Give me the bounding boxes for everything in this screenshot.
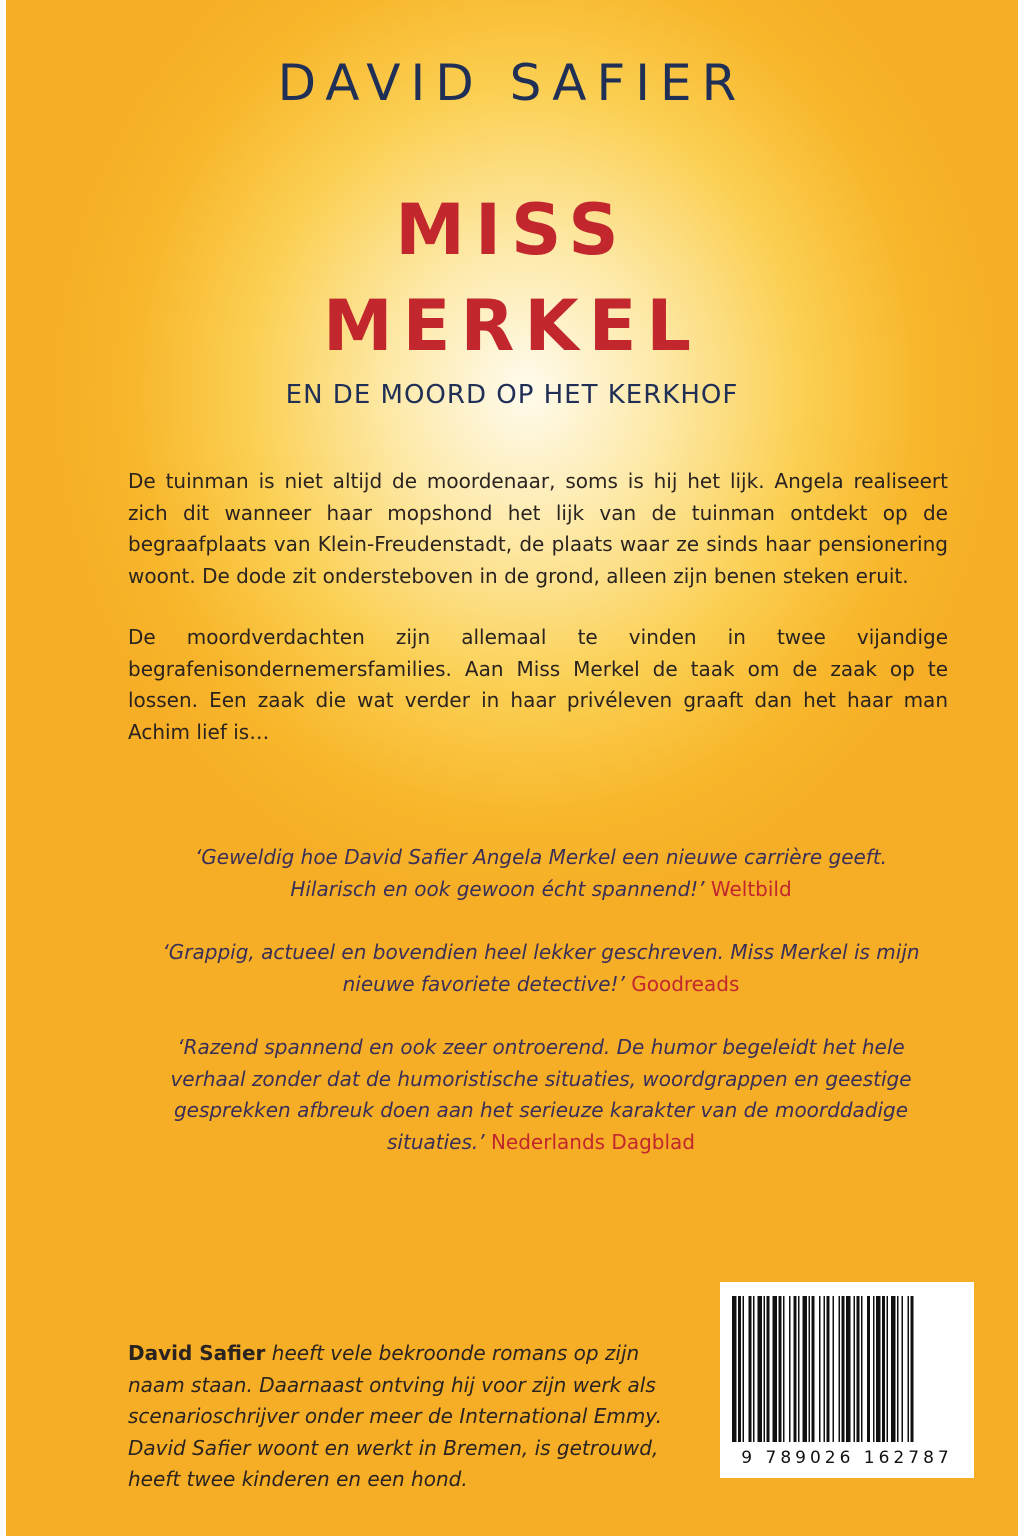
book-title (6, 182, 1018, 374)
review-quote-source: Nederlands Dagblad (490, 1129, 695, 1154)
review-quote-text: ‘Grappig, actueel en bovendien heel lekker geschreven. Miss Merkel is mijn nieuwe favoriete detective!’ (162, 940, 920, 996)
review-quotes (156, 842, 926, 1190)
author-bio-text: heeft vele bekroonde romans op zijn naam staan. Daarnaast ontving hij voor zijn werk als scenarioschrijver onder meer de International Emmy. David Safier woont en werkt in Bremen, is getrouwd, heeft twee kinderen en een hond. (128, 1341, 662, 1491)
review-quote-text: ‘Geweldig hoe David Safier Angela Merkel een nieuwe carrière geeft. Hilarisch en ook gewoon écht spannend!’ (194, 845, 888, 901)
isbn-number: 9 789026 162787 (741, 1448, 953, 1468)
barcode (720, 1282, 974, 1478)
blurb (128, 466, 948, 778)
author-bio-name: David Safier (128, 1341, 266, 1365)
review-quote-1 (156, 842, 926, 905)
book-title-line-1: MISS (395, 189, 629, 271)
book-subtitle: EN DE MOORD OP HET KERKHOF (285, 380, 739, 410)
book-title-line-2: MERKEL (322, 285, 702, 367)
author-name: DAVID SAFIER (277, 54, 747, 112)
author-bio (128, 1338, 688, 1496)
review-quote-3 (156, 1032, 926, 1158)
blurb-paragraph-1: De tuinman is niet altijd de moordenaar, soms is hij het lijk. Angela realiseert zich dit wanneer haar mopshond het lijk van de tuinman ontdekt op de begraafplaats van Klein-Freudenstadt, de plaats waar ze sinds haar pensionering woont. De dode zit ondersteboven in de grond, alleen zijn benen steken eruit. (128, 469, 948, 588)
review-quote-2 (156, 937, 926, 1000)
review-quote-text: ‘Razend spannend en ook zeer ontroerend. De humor begeleidt het hele verhaal zonder dat de humoristische situaties, woordgrappen en geestige gesprekken afbreuk doen aan het serieuze karakter van de moorddadige situaties.’ (170, 1035, 912, 1154)
book-back-cover (6, 0, 1018, 1536)
review-quote-source: Weltbild (710, 876, 792, 901)
review-quote-source: Goodreads (631, 971, 740, 996)
blurb-paragraph-2: De moordverdachten zijn allemaal te vinden in twee vijandige begrafenisondernemersfamilies. Aan Miss Merkel de taak om de zaak op te lossen. Een zaak die wat verder in haar privéleven graaft dan het haar man Achim lief is… (128, 625, 948, 744)
